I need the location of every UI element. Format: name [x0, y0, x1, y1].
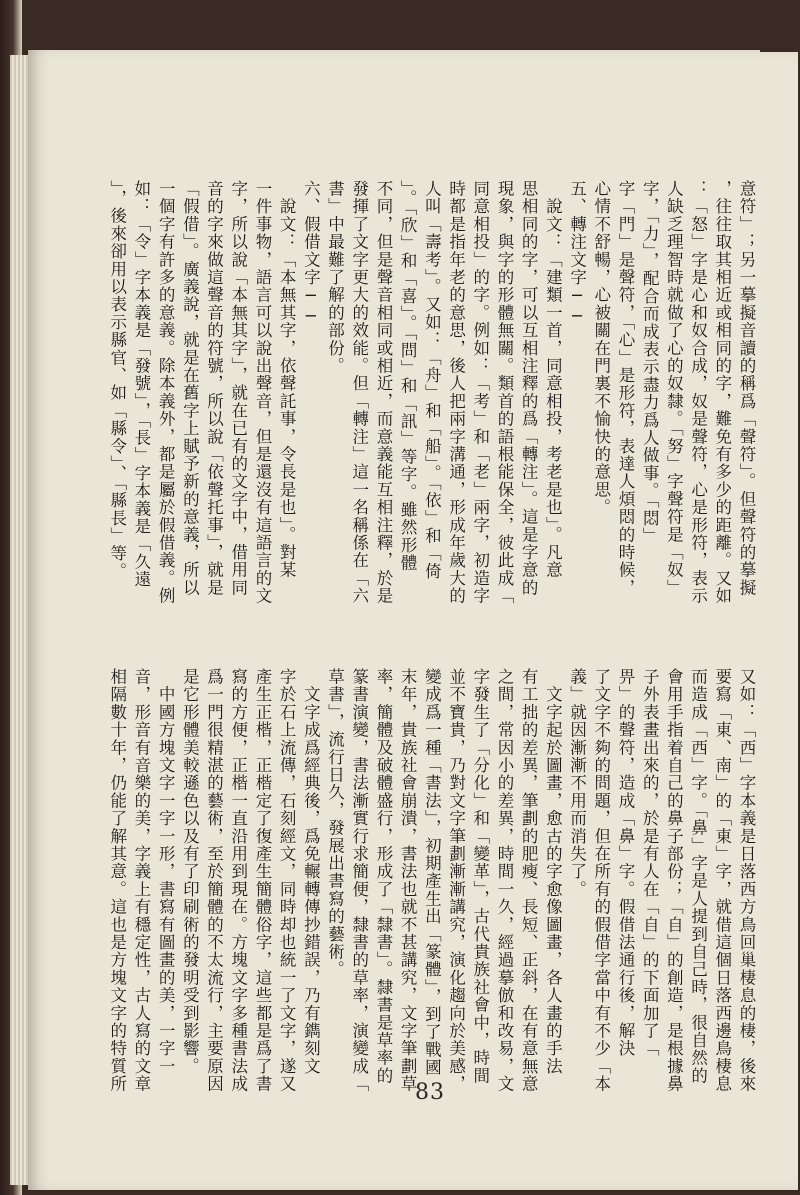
book-cover-corner [760, 0, 800, 52]
book-page [28, 50, 798, 1190]
page-number: 83 [415, 1080, 445, 1105]
upper-text-block: 意符」；另一摹擬音讀的稱爲「聲符」。但聲符的摹擬 ，往往取其相近或相同的字，難免有多少的距離。又如 ：「怒」字是心和奴合成，奴是聲符，心是形符，表示 人缺乏理智時就做了心的奴隸。「努」字聲符是「奴」 字，「力」，配合而成表示盡力爲人做事。「悶」 字「門」是聲符，「心」是形符，表達人煩悶的時候， 心情不舒暢，心被關在門裏不愉快的意思。 五、轉注文字── 說文：「建類一首，同意相投，考老是也」。凡意 思相同的字，可以互相注釋的爲「轉注」。這是字意的 現象，與字的形體無關。類首的語根能保全，彼此成「 同意相投」的字。例如：「考」和「老」兩字，初造字 時都是指年老的意思，後人把兩字溝通，形成年歲大的 人叫「壽考」。又如：「舟」和「船」。「依」和「倚 」。「欣」和「喜」。「問」和「訊」等字。雖然形體 不同，但是聲音相同或相近，而意義能互相注釋，於是 發揮了文字更大的效能。但「轉注」這一名稱係在「六 書」中最難了解的部份。 六、假借文字── 說文：「本無其字，依聲託事，令長是也」。對某 一件事物，語言可以說出聲音，但是還沒有這語言的文 字，所以說「本無其字」，就在已有的文字中，借用同 音的字來做這聲音的符號，所以說「依聲托事」，就是 「假借」。廣義說，就是在舊字上賦予新的意義，所以 一個字有許多的意義。除本義外，都是屬於假借義。例 如：「令」字本義是「發號」，「長」字本義是「久遠 」，後來卻用以表示縣官、如「縣令」、「縣長」等。 [107, 180, 756, 605]
lower-text-block: 又如：「西」字本義是日落西方鳥回巢棲息的棲，後來 要寫「東、南」的「東」字，就借這個日落西邊鳥棲息 而造成「西」字。「鼻」字是人提到自己時，很自然的 會用手指着自己的鼻子部份；「自」的創造，是根據鼻 子外表畫出來的，於是有人在「自」的下面加了「 畀」的聲符，造成「鼻」字。假借法通行後，解決 了文字不夠的問題，但在所有的假借字當中有不少「本 義」就因漸漸不用而消失了。 文字起於圖畫，愈古的字愈像圖畫，各人畫的手法 有工拙的差異，筆劃的肥瘦、長短、正斜，在有意無意 之間，常因小的差異，時間一久，經過摹倣和改易，文 字發生了「分化」和「變革」，古代貴族社會中，時間 並不寶貴，乃對文字筆劃漸漸講究，演化趨向於美感， 變成爲一種「書法」，初期產生出「篆體」，到了戰國 末年，貴族社會崩潰，書法也就不甚講究，文字筆劃草 率，簡體及破體盛行，形成了「隸書」。隸書是草率的 篆書演變，書法漸實行求簡便，隸書的草率，演變成「 草書」，流行日久，發展出書寫的藝術。 文字成爲經典後，爲免輾轉傳抄錯誤，乃有鐫刻文 字於石上流傳，石刻經文，同時却也統一了文字，遂又 產生正楷，正楷定了復產生簡體俗字，這些都是爲了書 寫的方便，正楷一直沿用到現在。方塊文字多種書法成 爲一門很精湛的藝術，至於簡體的不太流行，主要原因 是它形體美較遜色以及有了印刷術的發明受到影響。 中國方塊文字一字一形，書寫有圖畫的美，一字一 音，形音有音樂的美，字義上有穩定性，古人寫的文章 相隔數十年，仍能了解其意。這也是方塊文字的特質所 [107, 668, 756, 1093]
